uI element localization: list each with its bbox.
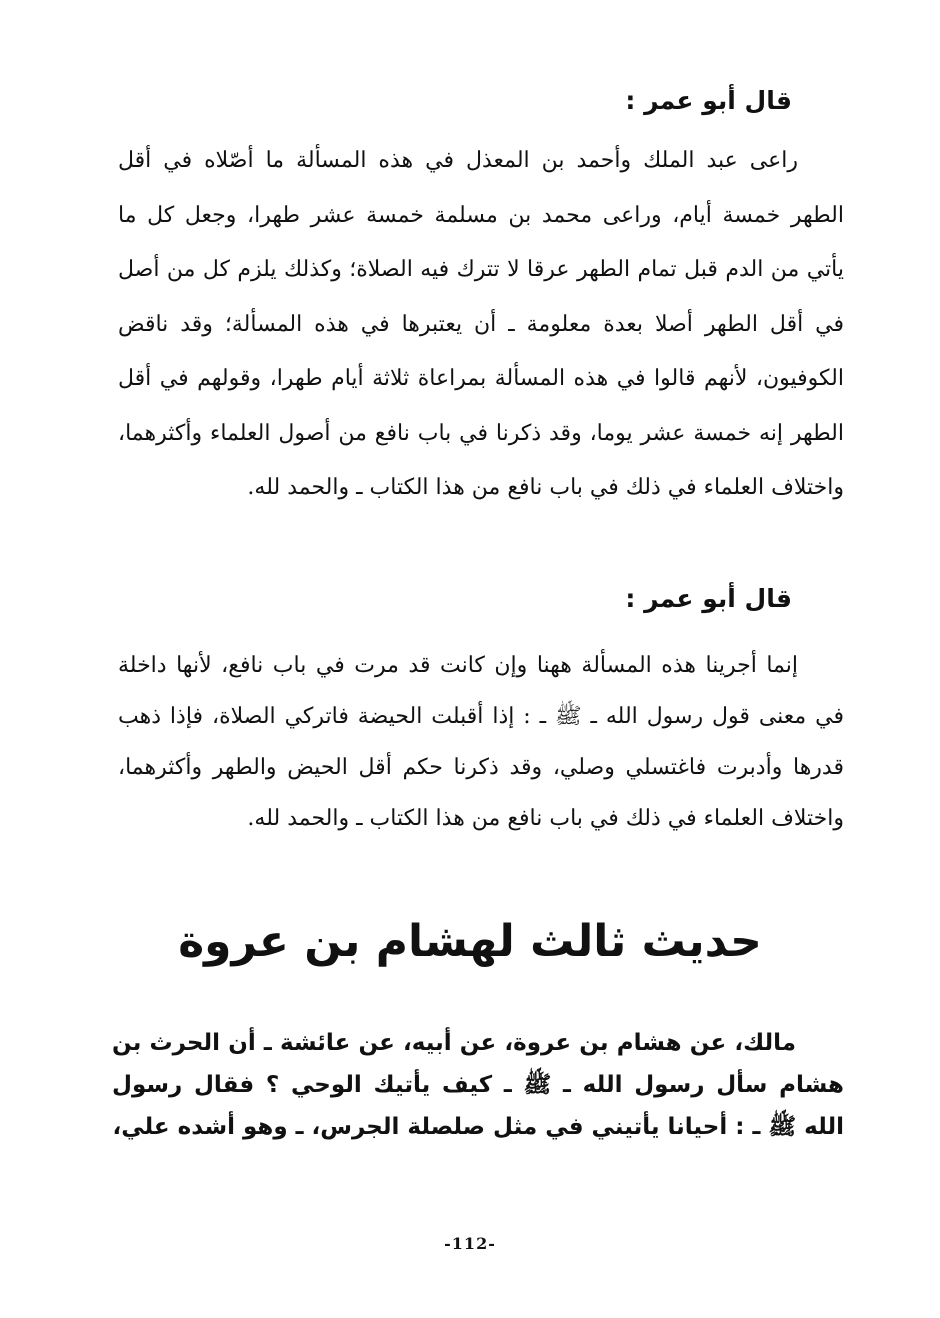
- section-heading-1: قال أبو عمر :: [625, 86, 792, 115]
- hadith-paragraph: مالك، عن هشام بن عروة، عن أبيه، عن عائشة ـ أن الحرث بن هشام سأل رسول الله ـ ﷺ ـ كيف يأتيك الوحي ؟ فقال رسول الله ﷺ ـ : أحيانا يأتيني في مثل صلصلة الجرس، ـ وهو أشده علي،: [112, 1030, 844, 1140]
- page-number: -112-: [444, 1234, 496, 1253]
- section-paragraph-2: إنما أجرينا هذه المسألة ههنا وإن كانت قد مرت في باب نافع، لأنها داخلة في معنى قول رسول الله ـ ﷺ ـ : إذا أقبلت الحيضة فاتركي الصلاة، فإذا ذهب قدرها وأدبرت فاغتسلي وصلي، وقد ذكرنا حكم أقل الحيض والطهر وأكثرهما، واختلاف العلماء في ذلك في باب نافع من هذا الكتاب ـ والحمد لله.: [118, 653, 844, 831]
- chapter-title: حديث ثالث لهشام بن عروة: [178, 916, 762, 967]
- section-paragraph-1: راعى عبد الملك وأحمد بن المعذل في هذه المسألة ما أصّلاه في أقل الطهر خمسة أيام، وراعى محمد بن مسلمة خمسة عشر طهرا، وجعل كل ما يأتي من الدم قبل تمام الطهر عرقا لا تترك فيه الصلاة؛ وكذلك يلزم كل من أصل في أقل الطهر أصلا بعدة معلومة ـ أن يعتبرها في هذه المسألة؛ وقد ناقض الكوفيون، لأنهم قالوا في هذه المسألة بمراعاة ثلاثة أيام طهرا، وقولهم في أقل الطهر إنه خمسة عشر يوما، وقد ذكرنا في باب نافع من أصول العلماء وأكثرهما، واختلاف العلماء في ذلك في باب نافع من هذا الكتاب ـ والحمد لله.: [118, 148, 844, 500]
- section-heading-2: قال أبو عمر :: [625, 584, 792, 613]
